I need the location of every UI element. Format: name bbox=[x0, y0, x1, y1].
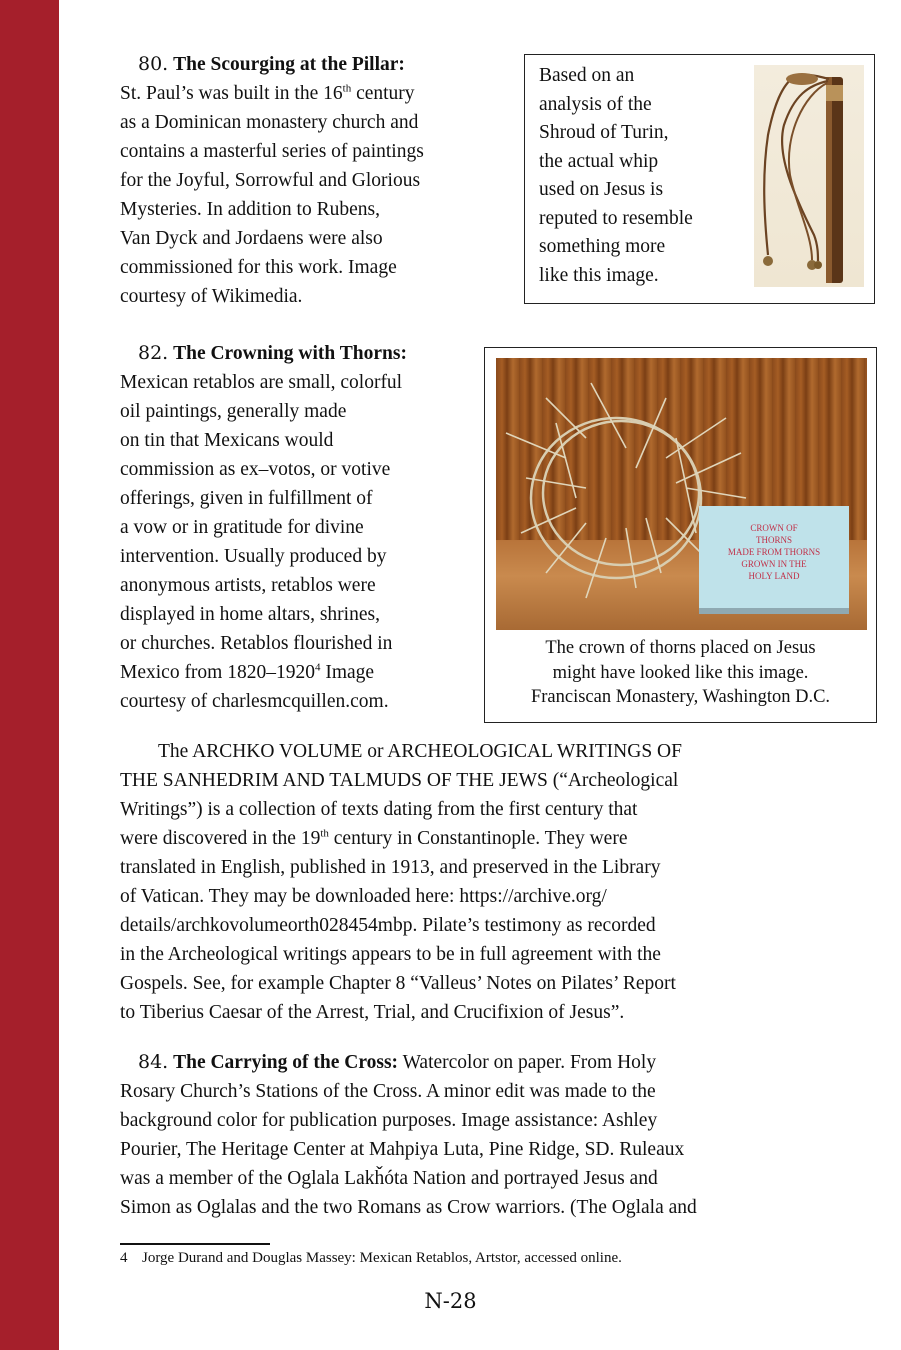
text-line: as a Dominican monastery church and bbox=[120, 112, 419, 133]
text-line: offerings, given in fulfillment of bbox=[120, 488, 373, 509]
page-number: N-28 bbox=[424, 1289, 477, 1313]
text-line: like this image. bbox=[539, 264, 659, 286]
text-line: Image bbox=[320, 662, 375, 683]
text-line: Rosary Church’s Stations of the Cross. A minor edit was made to the bbox=[120, 1081, 656, 1102]
text-line: intervention. Usually produced by bbox=[120, 546, 387, 567]
footnote bbox=[120, 1248, 622, 1268]
text-line: translated in English, published in 1913, and preserved in the Library bbox=[120, 857, 661, 878]
crown-of-thorns-photo bbox=[496, 358, 867, 630]
footnote-ref[interactable]: 4 bbox=[314, 661, 321, 674]
entry-number: 84. bbox=[138, 1051, 169, 1073]
text-line: background color for publication purposes. Image assistance: Ashley bbox=[120, 1110, 658, 1131]
text-line: were discovered in the 19 bbox=[120, 828, 321, 849]
entry-number: 82. bbox=[138, 342, 169, 364]
text-line: the actual whip bbox=[539, 150, 659, 172]
entry-84-carrying-cross bbox=[120, 1048, 840, 1222]
caption-line: Franciscan Monastery, Washington D.C. bbox=[530, 687, 831, 707]
crown-figure-box bbox=[484, 347, 877, 723]
text-line: Van Dyck and Jordaens were also bbox=[120, 228, 383, 249]
text-line: contains a masterful series of paintings bbox=[120, 141, 424, 162]
superscript: th bbox=[320, 827, 329, 840]
text-line: St. Paul’s was built in the 16 bbox=[120, 83, 343, 104]
red-sidebar bbox=[0, 0, 59, 1350]
whip-callout-box bbox=[524, 54, 875, 304]
text-line: Mexico from 1820–1920 bbox=[120, 662, 315, 683]
whip-icon bbox=[754, 65, 864, 287]
text-line: reputed to resemble bbox=[539, 207, 693, 229]
text-line: Writings”) is a collection of texts dating from the first century that bbox=[120, 799, 638, 820]
text-line: details/archkovolumeorth028454mbp. Pilate’s testimony as recorded bbox=[120, 915, 656, 936]
text-line: Simon as Oglalas and the two Romans as Crow warriors. (The Oglala and bbox=[120, 1197, 697, 1218]
text-line: Mexican retablos are small, colorful bbox=[120, 372, 403, 393]
entry-title: The Carrying of the Cross: bbox=[173, 1052, 399, 1073]
text-line: displayed in home altars, shrines, bbox=[120, 604, 380, 625]
text-line: of Vatican. They may be downloaded here: https://archive.org/ bbox=[120, 886, 607, 907]
text-line: something more bbox=[539, 236, 666, 257]
entry-80-scourging bbox=[120, 50, 520, 311]
footnote-text: Jorge Durand and Douglas Massey: Mexican Retablos, Artstor, accessed online. bbox=[142, 1250, 622, 1266]
footnote-divider bbox=[120, 1243, 270, 1245]
archko-volume-paragraph bbox=[120, 737, 840, 1027]
text-line: for the Joyful, Sorrowful and Glorious bbox=[120, 170, 421, 191]
card-line: MADE FROM THORNS bbox=[727, 547, 821, 557]
entry-title: The Scourging at the Pillar: bbox=[173, 54, 405, 75]
text-line: anonymous artists, retablos were bbox=[120, 575, 376, 596]
entry-title: The Crowning with Thorns: bbox=[173, 343, 407, 364]
text-line: in the Archeological writings appears to be in full agreement with the bbox=[120, 944, 661, 965]
text-line: century bbox=[351, 83, 415, 104]
text-line: Based on an bbox=[539, 65, 635, 86]
text-line: Shroud of Turin, bbox=[539, 122, 669, 143]
whip-image bbox=[754, 65, 864, 287]
card-line: THORNS bbox=[755, 535, 792, 545]
crown-sign-card bbox=[699, 506, 849, 614]
whip-callout-text bbox=[539, 62, 693, 290]
text-line: used on Jesus is bbox=[539, 179, 664, 200]
superscript: th bbox=[342, 82, 352, 95]
entry-number: 80. bbox=[138, 53, 169, 75]
entry-82-crowning bbox=[120, 339, 480, 716]
caption-line: The crown of thorns placed on Jesus bbox=[545, 638, 816, 658]
text-line: commission as ex–votos, or votive bbox=[120, 459, 391, 480]
text-line: THE SANHEDRIM AND TALMUDS OF THE JEWS (“Archeological bbox=[120, 770, 679, 791]
text-line: courtesy of charlesmcquillen.com. bbox=[120, 691, 389, 712]
footnote-number: 4 bbox=[120, 1250, 128, 1266]
text-line: Mysteries. In addition to Rubens, bbox=[120, 199, 380, 220]
text-line: Watercolor on paper. From Holy bbox=[398, 1052, 657, 1073]
card-line: HOLY LAND bbox=[748, 571, 800, 581]
crown-figure-caption bbox=[485, 636, 876, 710]
text-line: courtesy of Wikimedia. bbox=[120, 286, 303, 307]
text-line: to Tiberius Caesar of the Arrest, Trial, and Crucifixion of Jesus”. bbox=[120, 1002, 625, 1023]
text-line: century in Constantinople. They were bbox=[328, 828, 628, 849]
text-line: a vow or in gratitude for divine bbox=[120, 517, 364, 538]
text-line: or churches. Retablos flourished in bbox=[120, 633, 393, 654]
text-line: Gospels. See, for example Chapter 8 “Valleus’ Notes on Pilates’ Report bbox=[120, 973, 676, 994]
caption-line: might have looked like this image. bbox=[552, 662, 809, 683]
text-line: Pourier, The Heritage Center at Mahpiya Luta, Pine Ridge, SD. Ruleaux bbox=[120, 1139, 685, 1160]
text-line: The ARCHKO VOLUME or ARCHEOLOGICAL WRITINGS OF bbox=[158, 741, 682, 762]
text-line: analysis of the bbox=[539, 93, 652, 115]
card-line: CROWN OF bbox=[750, 523, 798, 533]
text-line: was a member of the Oglala Lakȟóta Nation and portrayed Jesus and bbox=[120, 1168, 658, 1189]
text-line: on tin that Mexicans would bbox=[120, 430, 334, 451]
text-line: commissioned for this work. Image bbox=[120, 257, 397, 278]
card-line: GROWN IN THE bbox=[741, 559, 807, 569]
text-line: oil paintings, generally made bbox=[120, 401, 347, 422]
